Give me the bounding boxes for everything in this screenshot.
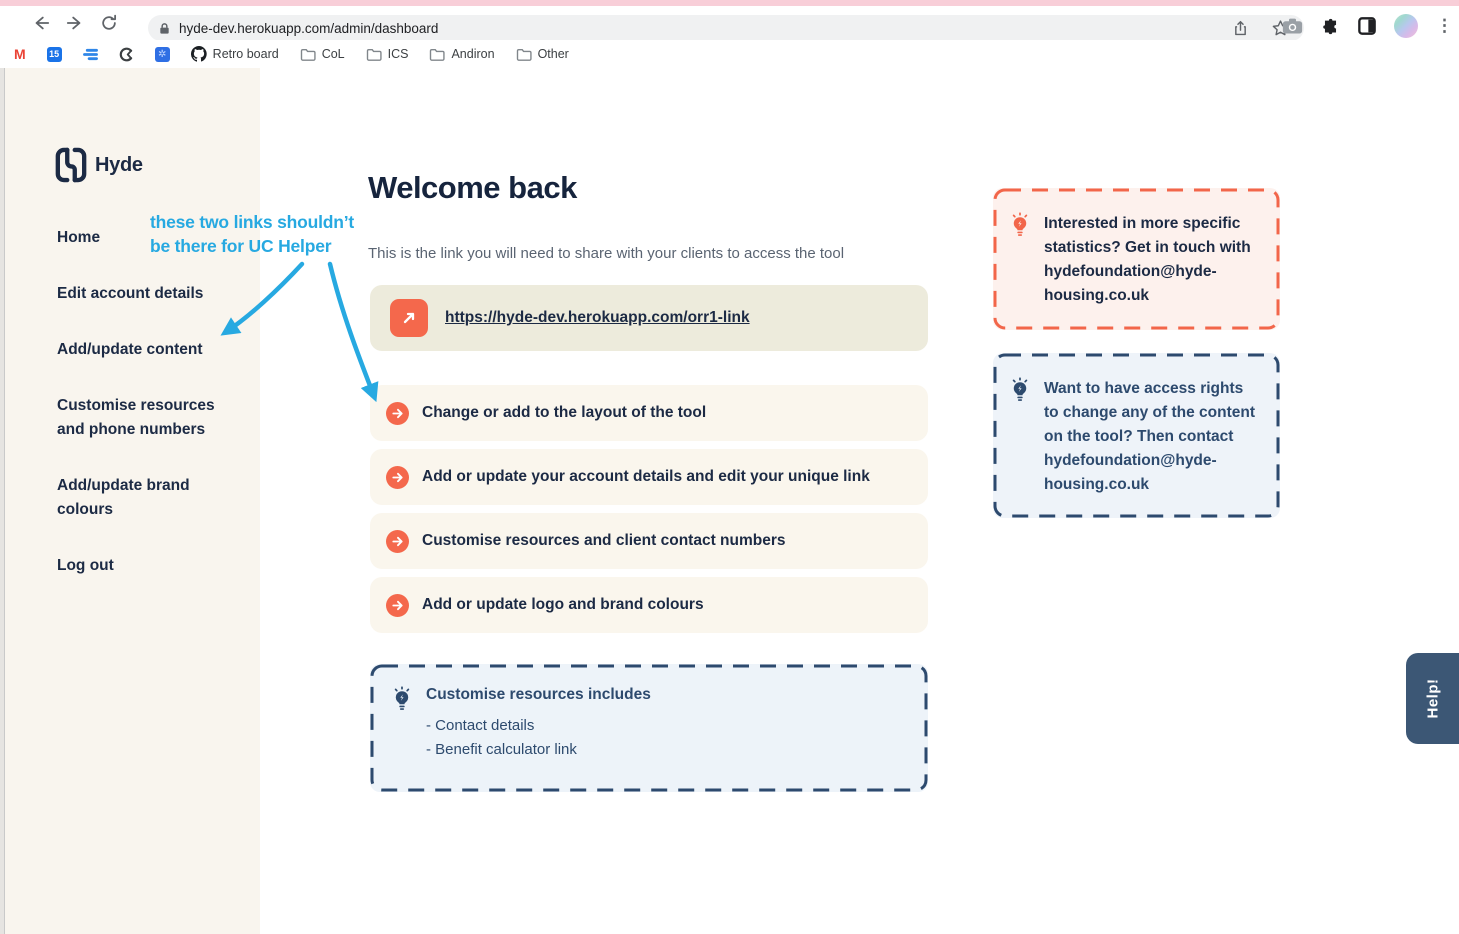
address-bar[interactable] (148, 15, 1304, 41)
page-content (0, 68, 1459, 934)
url-text[interactable]: hyde-dev.herokuapp.com/admin/dashboard (179, 20, 439, 36)
arrow-right-icon (386, 594, 409, 617)
bookmark-c-app[interactable] (119, 47, 134, 62)
bookmark-calendar[interactable] (47, 47, 62, 62)
folder-icon (516, 48, 532, 61)
calendar-icon: 15 (47, 47, 62, 62)
action-brand-colours[interactable] (370, 577, 928, 633)
brand-logo-row[interactable] (55, 146, 143, 184)
bookmark-folder-other[interactable] (516, 47, 569, 61)
lightbulb-icon (1008, 212, 1032, 239)
forward-icon (66, 14, 84, 32)
bookmark-label: Andiron (451, 47, 495, 61)
lightbulb-icon (390, 686, 414, 713)
bookmark-folder-ics[interactable] (366, 47, 409, 61)
stats-box-text: Interested in more specific statistics? Get in touch with hydefoundation@hyde-housing.co.uk (1044, 215, 1251, 304)
tip-box-title: Customise resources includes (426, 686, 651, 703)
help-button-label: Help! (1424, 678, 1441, 719)
tip-box-item: - Contact details (426, 717, 535, 734)
sidebar-item-brand-colours[interactable]: Add/update brand colours (57, 477, 190, 518)
hyde-logo-icon (55, 146, 87, 184)
tab-square-icon[interactable] (1358, 17, 1376, 35)
sidebar-item-edit-account[interactable]: Edit account details (57, 285, 204, 302)
action-customise-resources[interactable] (370, 513, 928, 569)
folder-icon (366, 48, 382, 61)
action-label: Add or update your account details and edit your unique link (422, 468, 870, 485)
asterisk-app-icon: ✲ (155, 47, 170, 62)
share-link-description: This is the link you will need to share with your clients to access the tool (368, 245, 845, 262)
help-button[interactable] (1406, 653, 1459, 744)
action-label: Change or add to the layout of the tool (422, 404, 707, 421)
arrow-right-icon (386, 530, 409, 553)
sidebar-item-home[interactable]: Home (57, 229, 101, 246)
sidebar-item-customise-resources[interactable]: Customise resources and phone numbers (57, 397, 215, 438)
arrow-right-icon (386, 466, 409, 489)
reload-button[interactable] (92, 9, 126, 37)
camera-icon[interactable] (1282, 18, 1303, 35)
bars-icon (83, 48, 98, 61)
bookmark-label: Other (537, 47, 569, 61)
action-account-details[interactable] (370, 449, 928, 505)
brand-name: Hyde (95, 153, 143, 176)
bookmark-retro-board[interactable] (191, 46, 279, 62)
extensions-icon[interactable] (1321, 17, 1340, 36)
gmail-icon: M (14, 46, 26, 62)
back-icon (32, 14, 50, 32)
reload-icon (100, 14, 118, 32)
bookmark-label: Retro board (212, 47, 279, 61)
bookmark-label: CoL (321, 47, 345, 61)
bookmark-gmail[interactable] (14, 46, 26, 62)
folder-icon (300, 48, 316, 61)
stats-info-box (993, 188, 1280, 330)
browser-toolbar (0, 6, 1459, 40)
bookmark-blue-app[interactable] (155, 47, 170, 62)
access-info-box (993, 353, 1280, 518)
tip-box-customise-resources (370, 664, 928, 792)
avatar[interactable] (1394, 14, 1418, 38)
page-title: Welcome back (368, 170, 577, 205)
external-link-button[interactable] (390, 299, 428, 337)
share-link-card (370, 285, 928, 351)
github-icon (191, 46, 207, 62)
arrow-right-icon (386, 402, 409, 425)
tip-box-item: - Benefit calculator link (426, 741, 577, 758)
bookmark-folder-andiron[interactable] (429, 47, 494, 61)
access-box-text: Want to have access rights to change any of the content on the tool? Then contact hydefoundation@hyde-housing.co.uk (1044, 380, 1255, 493)
bookmarks-bar (0, 40, 1459, 68)
annotation-note: these two links shouldn’t be there for UC Helper (150, 212, 355, 256)
lock-icon (158, 22, 171, 35)
action-label: Customise resources and client contact numbers (422, 532, 786, 549)
action-label: Add or update logo and brand colours (422, 596, 704, 613)
bookmark-folder-col[interactable] (300, 47, 345, 61)
lightbulb-icon (1008, 377, 1032, 404)
folder-icon (429, 48, 445, 61)
external-link-icon (399, 308, 419, 328)
bookmark-bars[interactable] (83, 48, 98, 61)
sidebar-item-logout[interactable]: Log out (57, 557, 114, 574)
forward-button[interactable] (58, 9, 92, 37)
menu-dots-icon[interactable]: ⋮ (1436, 16, 1453, 35)
sidebar-item-add-content[interactable]: Add/update content (57, 341, 203, 358)
sidebar (5, 68, 260, 934)
c-logo-icon (119, 47, 134, 62)
client-share-link[interactable]: https://hyde-dev.herokuapp.com/orr1-link (445, 309, 750, 326)
action-change-layout[interactable] (370, 385, 928, 441)
bookmark-label: ICS (387, 47, 409, 61)
share-icon[interactable] (1232, 20, 1249, 37)
back-button[interactable] (24, 9, 58, 37)
